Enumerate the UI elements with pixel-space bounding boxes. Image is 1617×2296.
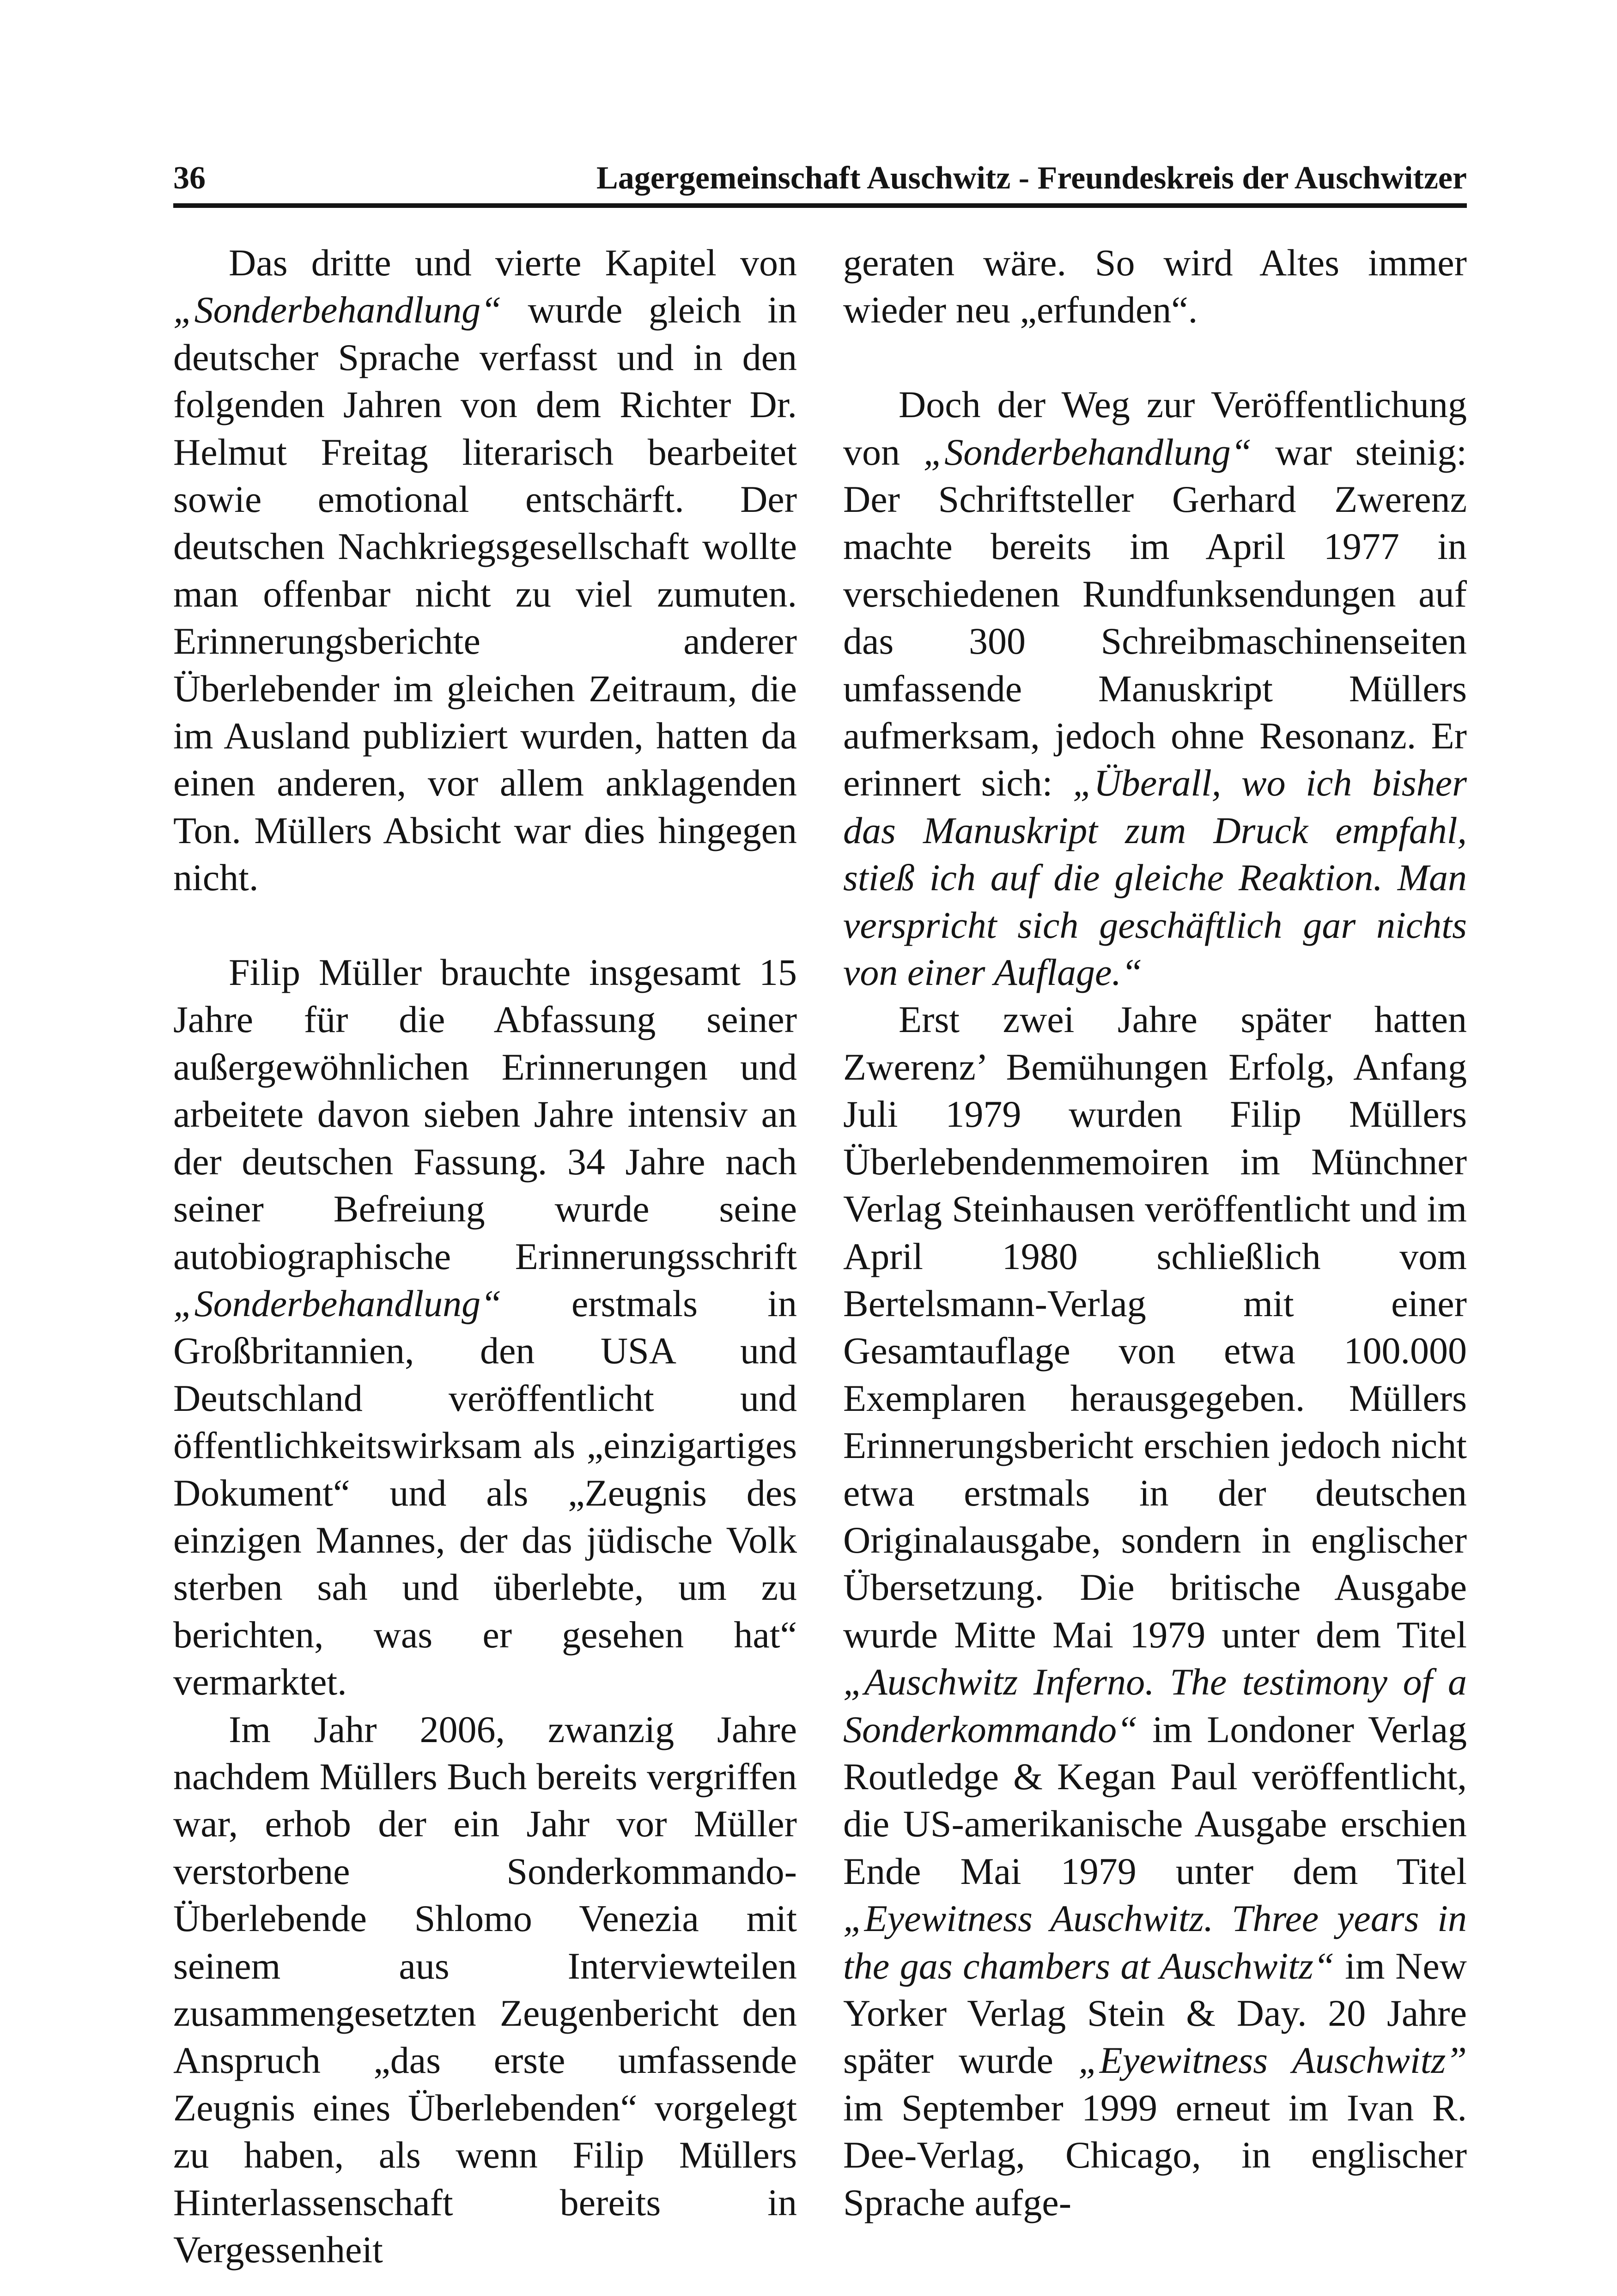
book-title-sonderbehandlung: „Sonderbehandlung“ <box>173 1282 502 1324</box>
paragraph-gap <box>843 334 1467 381</box>
left-column <box>173 239 797 2273</box>
book-title-eyewitness-short: „Eyewitness Auschwitz” <box>1078 2039 1467 2082</box>
book-title-eyewitness-auschwitz: „Eyewitness Auschwitz. Three years in the gas chambers at Auschwitz“ <box>843 1897 1467 1987</box>
paragraph-gap <box>173 902 797 949</box>
running-title: Lagergemeinschaft Auschwitz - Freundeskreis der Auschwitzer <box>596 160 1467 196</box>
quote-zwerenz: „Überall, wo ich bisher das Manuskript zum Druck empfahl, stieß ich auf die gleiche Reaktion. Man verspricht sich geschäftlich gar nichts von einer Auflage.“ <box>843 762 1467 994</box>
paragraph-kapitel: Das dritte und vierte Kapitel von „Sonderbehandlung“ wurde gleich in deutscher Sprache verfasst und in den folgenden Jahren von dem Richter Dr. Helmut Freitag literarisch bearbeitet sowie emotional entschärft. Der deutschen Nachkriegsgesellschaft wollte man offenbar nicht zu viel zumuten. Erinnerungsberichte anderer Überlebender im gleichen Zeitraum, die im Ausland publiziert wurden, hatten da einen anderen, vor allem anklagenden Ton. Müllers Absicht war dies hingegen nicht. <box>173 242 797 899</box>
paragraph-continuation: geraten wäre. So wird Altes immer wieder neu „erfunden“. <box>843 242 1467 331</box>
paragraph-erfolg: Erst zwei Jahre später hatten Zwerenz’ Bemühungen Erfolg, Anfang Juli 1979 wurden Filip Müllers Überlebendenmemoiren im Münchner Verlag Steinhausen veröffentlicht und im April 1980 schließlich vom Bertelsmann-Verlag mit einer Gesamtauflage von etwa 100.000 Exemplaren herausgegeben. Müllers Erinnerungsbericht erschien jedoch nicht etwa erstmals in der deutschen Originalausgabe, sondern in englischer Übersetzung. Die britische Ausgabe wurde Mitte Mai 1979 unter dem Titel „Auschwitz Inferno. The testimony of a Sonderkommando“ im Londoner Verlag Routledge & Kegan Paul veröffentlicht, die US-amerikanische Ausgabe erschien Ende Mai 1979 unter dem Titel „Eyewitness Auschwitz. Three years in the gas chambers at Auschwitz“ im New Yorker Verlag Stein & Day. 20 Jahre später wurde „Eyewitness Auschwitz” im September 1999 erneut im Ivan R. Dee-Verlag, Chicago, in englischer Sprache aufge- <box>843 998 1467 2223</box>
paragraph-veroeffentlichung: Doch der Weg zur Veröffentlichung von „Sonderbehandlung“ war steinig: Der Schriftsteller Gerhard Zwerenz machte bereits im April 1977 in verschiedenen Rundfunksendungen auf das 300 Schreibmaschinenseiten umfassende Manuskript Müllers aufmerksam, jedoch ohne Resonanz. Er erinnert sich: „Überall, wo ich bisher das Manuskript zum Druck empfahl, stieß ich auf die gleiche Reaktion. Man verspricht sich geschäftlich gar nichts von einer Auflage.“ <box>843 383 1467 994</box>
book-title-sonderbehandlung: „Sonderbehandlung“ <box>173 289 502 331</box>
paragraph-venezia: Im Jahr 2006, zwanzig Jahre nachdem Müllers Buch bereits vergriffen war, erhob der ein Jahr vor Müller verstorbene Sonderkommando-Überlebende Shlomo Venezia mit seinem aus Interviewteilen zusammengesetzten Zeugenbericht den Anspruch „das erste umfassende Zeugnis eines Überlebenden“ vorgelegt zu haben, als wenn Filip Müllers Hinterlassenschaft bereits in Vergessenheit <box>173 1708 797 2271</box>
right-column <box>843 239 1467 2226</box>
book-title-auschwitz-inferno: „Auschwitz Inferno. The testimony of a Sonderkommando“ <box>843 1661 1467 1750</box>
paragraph-abfassung: Filip Müller brauchte insgesamt 15 Jahre für die Abfassung seiner außergewöhnlichen Erinnerungen und arbeitete davon sieben Jahre intensiv an der deutschen Fassung. 34 Jahre nach seiner Befreiung wurde seine autobiographische Erinnerungsschrift „Sonderbehandlung“ erstmals in Großbritannien, den USA und Deutschland veröffentlicht und öffentlichkeitswirksam als „einzigartiges Dokument“ und als „Zeugnis des einzigen Mannes, der das jüdische Volk sterben sah und überlebte, um zu berichten, was er gesehen hat“ vermarktet. <box>173 951 797 1703</box>
header-rule <box>173 203 1467 208</box>
page-number: 36 <box>173 160 206 196</box>
book-title-sonderbehandlung: „Sonderbehandlung“ <box>923 431 1252 473</box>
page-header <box>173 155 1467 201</box>
